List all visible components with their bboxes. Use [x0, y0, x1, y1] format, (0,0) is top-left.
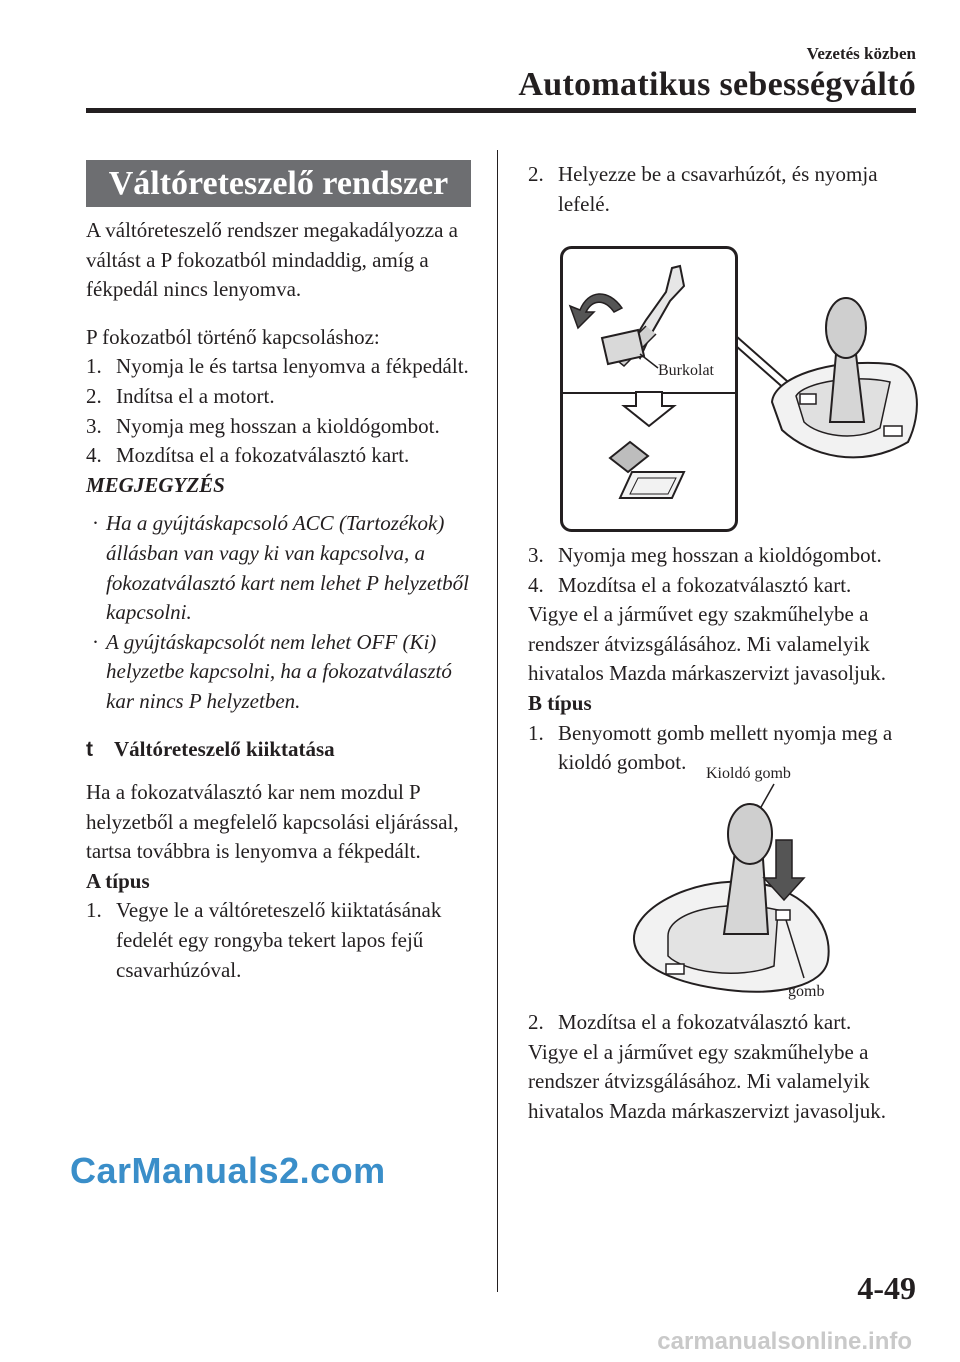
column-divider — [497, 150, 498, 1292]
subsection-heading — [86, 735, 481, 765]
step-text: Nyomja meg hosszan a kioldógombot. — [558, 543, 882, 567]
page-number: 4-49 — [857, 1270, 916, 1306]
bullet-icon: · — [92, 629, 99, 654]
step-number: 2. — [528, 1010, 544, 1034]
step-item — [528, 160, 923, 219]
step-text: Mozdítsa el a fokozatválasztó kart. — [116, 443, 410, 468]
gear-knob-icon — [728, 804, 772, 864]
burkolat-label: Burkolat — [658, 362, 714, 379]
gomb-label: gomb — [788, 983, 825, 1000]
step-text: Helyezze be a csavarhúzót, és nyomja lefelé. — [558, 162, 878, 216]
right-column-bottom — [528, 1008, 923, 1126]
service-paragraph-2: Vigye el a járművet egy szakműhelybe a rendszer átvizsgálásához. Mi valamelyik hivatalos Mazda márkaszervizt javasoljuk. — [528, 1039, 887, 1123]
note-heading: MEGJEGYZÉS — [86, 472, 225, 497]
step-text: Nyomja le és tartsa lenyomva a fékpedált. — [116, 354, 469, 379]
section-banner: Váltóreteszelő rendszer — [86, 160, 471, 207]
watermark-link[interactable]: CarManuals2.com — [70, 1150, 386, 1191]
section-marker-icon: t — [86, 737, 93, 761]
footer-site-link[interactable]: carmanualsonline.info — [657, 1328, 912, 1355]
kioldo-gomb-label: Kioldó gomb — [706, 765, 791, 782]
step-item — [528, 571, 923, 601]
step-item — [86, 352, 481, 382]
step-number: 3. — [86, 413, 102, 438]
step-text: Benyomott gomb mellett nyomja meg a kioldó gombot. — [558, 720, 893, 775]
step-number: 1. — [86, 898, 102, 923]
step-text: Indítsa el a motort. — [116, 383, 275, 408]
type-b-heading: B típus — [528, 690, 592, 715]
step-item — [86, 441, 481, 471]
step-number: 3. — [528, 543, 544, 567]
screwdriver-release-figure — [560, 246, 932, 532]
running-header-title: Automatikus sebességváltó — [518, 66, 916, 103]
bullet-icon: · — [92, 511, 99, 536]
note-item — [86, 628, 481, 717]
step-number: 1. — [86, 354, 102, 379]
step-item — [86, 412, 481, 442]
step-number: 4. — [528, 572, 544, 597]
step-number: 2. — [86, 383, 102, 408]
gear-knob-icon — [826, 298, 866, 358]
step-text: Mozdítsa el a fokozatválasztó kart. — [558, 1010, 852, 1034]
step-number: 2. — [528, 162, 544, 186]
steps-title: P fokozatból történő kapcsoláshoz: — [86, 324, 380, 349]
step-item — [86, 896, 481, 985]
running-header-section: Vezetés közben — [806, 44, 916, 63]
header-rule — [86, 108, 916, 113]
release-button-figure — [628, 760, 838, 1000]
right-column — [528, 160, 923, 219]
type-a-heading: A típus — [86, 868, 150, 893]
step-number: 4. — [86, 443, 102, 468]
step-number: 1. — [528, 720, 544, 745]
right-column-continued — [528, 541, 923, 778]
subsection-paragraph: Ha a fokozatválasztó kar nem mozdul P helyzetből a megfelelő kapcsolási eljárással, tartsa továbbra is lenyomva a fékpedált. — [86, 780, 459, 864]
step-text: Nyomja meg hosszan a kioldógombot. — [116, 413, 440, 438]
step-text: Vegye le a váltóreteszelő kiiktatásának fedelét egy rongyba tekert lapos fejű csavarhúzóval. — [116, 898, 442, 982]
left-column — [86, 216, 481, 985]
note-text: Ha a gyújtáskapcsoló ACC (Tartozékok) állásban van vagy ki van kapcsolva, a fokozatválasztó kart nem lehet P helyzetből kapcsolni. — [106, 511, 469, 625]
intro-paragraph: A váltóreteszelő rendszer megakadályozza a váltást a P fokozatból mindaddig, amíg a fékpedál nincs lenyomva. — [86, 218, 458, 302]
service-paragraph: Vigye el a járművet egy szakműhelybe a rendszer átvizsgálásához. Mi valamelyik hivatalos Mazda márkaszervizt javasoljuk. — [528, 602, 887, 686]
subsection-title: Váltóreteszelő kiiktatása — [114, 736, 335, 761]
step-item — [528, 1008, 923, 1038]
note-text: A gyújtáskapcsolót nem lehet OFF (Ki) helyzetbe kapcsolni, ha a fokozatválasztó kar nincs P helyzetben. — [106, 629, 452, 713]
note-item — [86, 509, 481, 627]
step-item — [528, 541, 923, 571]
step-item — [86, 382, 481, 412]
step-text: Mozdítsa el a fokozatválasztó kart. — [558, 572, 852, 597]
